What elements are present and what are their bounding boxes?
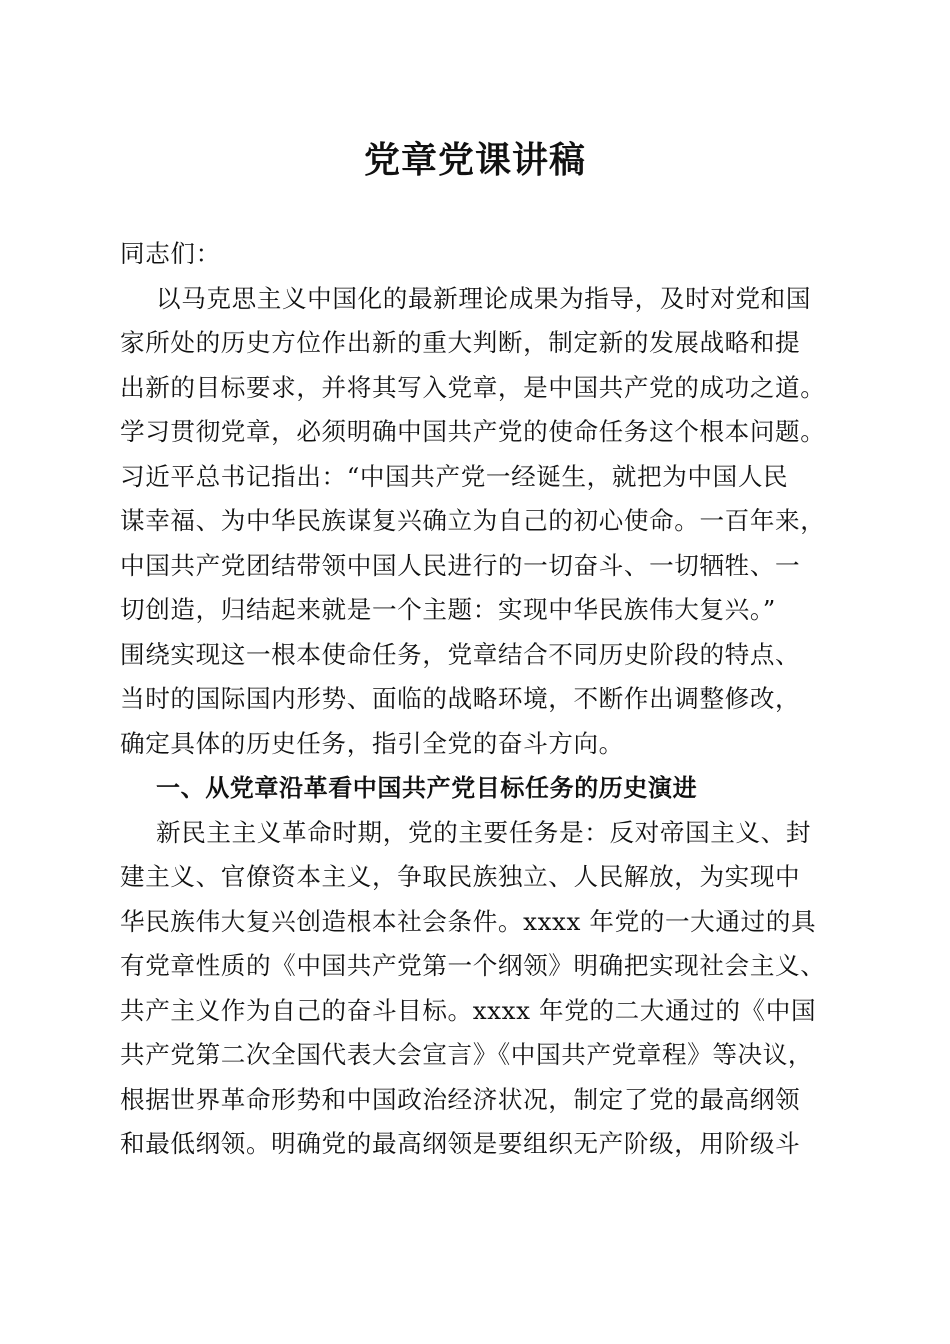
paragraph-2 bbox=[120, 811, 830, 1167]
paragraph-1-line: 中国共产党团结带领中国人民进行的一切奋斗、一切牺牲、一 bbox=[120, 550, 801, 580]
paragraph-1-line: 当时的国际国内形势、面临的战略环境，不断作出调整修改， bbox=[120, 684, 801, 713]
paragraph-1-line: 出新的目标要求，并将其写入党章，是中国共产党的成功之道。 bbox=[120, 372, 826, 402]
paragraph-1 bbox=[120, 277, 830, 767]
document-body bbox=[120, 232, 830, 1167]
paragraph-1-line: 确定具体的历史任务，指引全党的奋斗方向。 bbox=[120, 728, 624, 758]
paragraph-2-line: 根据世界革命形势和中国政治经济状况，制定了党的最高纲领 bbox=[120, 1084, 801, 1114]
paragraph-2-line: 有党章性质的《中国共产党第一个纲领》明确把实现社会主义、 bbox=[120, 951, 826, 980]
salutation: 同志们： bbox=[120, 239, 221, 268]
paragraph-2-line: 建主义、官僚资本主义，争取民族独立、人民解放，为实现中 bbox=[120, 862, 801, 891]
paragraph-1-line: 切创造，归结起来就是一个主题：实现中华民族伟大复兴。” bbox=[120, 595, 776, 624]
paragraph-1-line: 谋幸福、为中华民族谋复兴确立为自己的初心使命。一百年来， bbox=[120, 506, 826, 535]
paragraph-2-line: 共产党第二次全国代表大会宣言》《中国共产党章程》等决议， bbox=[120, 1040, 814, 1069]
paragraph-2-line: 共产主义作为自己的奋斗目标。xxxx 年党的二大通过的《中国 bbox=[120, 995, 817, 1025]
document-title: 党章党课讲稿 bbox=[363, 139, 586, 181]
paragraph-1-line: 习近平总书记指出：“中国共产党一经诞生，就把为中国人民 bbox=[120, 461, 789, 491]
paragraph-1-line: 围绕实现这一根本使命任务，党章结合不同历史阶段的特点、 bbox=[120, 639, 801, 669]
paragraph-1-line: 以马克思主义中国化的最新理论成果为指导，及时对党和国 bbox=[156, 283, 812, 313]
paragraph-2-line: 华民族伟大复兴创造根本社会条件。xxxx 年党的一大通过的具 bbox=[120, 906, 817, 936]
section-1-heading: 一、从党章沿革看中国共产党目标任务的历史演进 bbox=[156, 774, 698, 802]
paragraph-2-line: 和最低纲领。明确党的最高纲领是要组织无产阶级，用阶级斗 bbox=[120, 1129, 801, 1158]
paragraph-1-line: 学习贯彻党章，必须明确中国共产党的使命任务这个根本问题。 bbox=[120, 417, 826, 446]
paragraph-1-line: 家所处的历史方位作出新的重大判断，制定新的发展战略和提 bbox=[120, 328, 801, 357]
paragraph-2-line: 新民主主义革命时期，党的主要任务是：反对帝国主义、封 bbox=[156, 817, 812, 847]
